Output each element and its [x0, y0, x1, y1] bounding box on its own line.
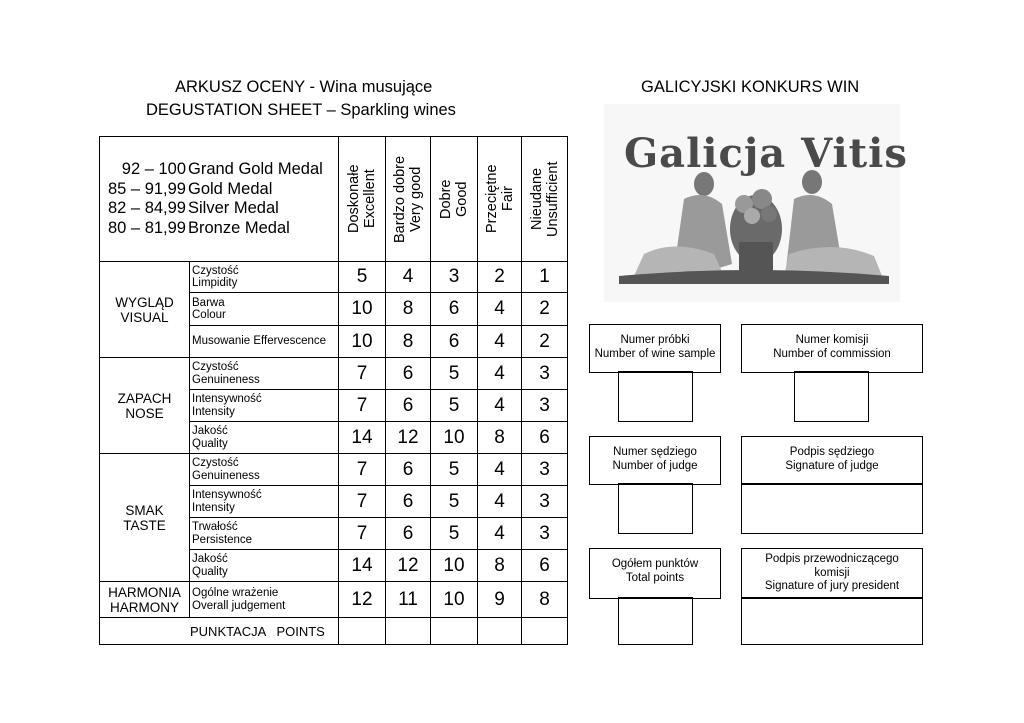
score-cell[interactable]: 3 [522, 454, 568, 486]
score-cell[interactable]: 10 [431, 550, 478, 582]
criterion-label: Czystość Genuineness [190, 454, 339, 486]
score-cell[interactable]: 6 [386, 518, 431, 550]
score-cell[interactable]: 5 [431, 486, 478, 518]
grade-header-unsufficient: Nieudane Unsufficient [522, 137, 568, 262]
score-cell[interactable]: 6 [431, 293, 478, 326]
criterion-label: Intensywność Intensity [190, 390, 339, 422]
grade-header-excellent: Doskonałe Excellent [339, 137, 386, 262]
score-cell[interactable]: 4 [478, 454, 522, 486]
score-cell[interactable]: 7 [339, 358, 386, 390]
score-cell[interactable]: 4 [386, 262, 431, 293]
score-cell[interactable]: 5 [339, 262, 386, 293]
score-cell[interactable]: 8 [386, 293, 431, 326]
criterion-label: Jakość Quality [190, 550, 339, 582]
score-cell[interactable]: 6 [386, 358, 431, 390]
score-cell[interactable]: 6 [522, 550, 568, 582]
criterion-label: Jakość Quality [190, 422, 339, 454]
score-cell[interactable]: 8 [478, 422, 522, 454]
commission-number-field[interactable] [794, 371, 869, 422]
score-cell[interactable]: 12 [339, 582, 386, 618]
president-signature-label-box: Podpis przewodniczącego komisji Signature of jury president [741, 548, 923, 599]
score-cell[interactable]: 7 [339, 486, 386, 518]
points-row [100, 618, 568, 645]
judge-signature-field[interactable] [741, 483, 923, 534]
score-cell[interactable]: 4 [478, 358, 522, 390]
sample-number-label-box: Numer próbki Number of wine sample [589, 324, 721, 373]
points-cell[interactable] [431, 618, 478, 645]
judge-number-field[interactable] [618, 483, 693, 534]
score-cell[interactable]: 5 [431, 518, 478, 550]
score-cell[interactable]: 10 [339, 326, 386, 358]
category-harmony: HARMONIA HARMONY [100, 582, 190, 618]
score-cell[interactable]: 10 [431, 422, 478, 454]
score-cell[interactable]: 12 [386, 550, 431, 582]
score-cell[interactable]: 10 [339, 293, 386, 326]
medal-line: 80 – 81,99 Bronze Medal [108, 218, 290, 237]
commission-number-label-box: Numer komisji Number of commission [741, 324, 923, 373]
grade-header-fair: Przeciętne Fair [478, 137, 522, 262]
criterion-label: Musowanie Effervescence [190, 326, 339, 358]
grade-header-very-good: Bardzo dobre Very good [386, 137, 431, 262]
points-cell[interactable] [386, 618, 431, 645]
score-cell[interactable]: 6 [386, 454, 431, 486]
score-cell[interactable]: 1 [522, 262, 568, 293]
points-row-label: PUNKTACJA POINTS [100, 618, 339, 645]
total-points-field[interactable] [618, 597, 693, 645]
score-cell[interactable]: 8 [386, 326, 431, 358]
score-cell[interactable]: 2 [478, 262, 522, 293]
points-cell[interactable] [478, 618, 522, 645]
grade-header-good: Dobre Good [431, 137, 478, 262]
galicja-vitis-logo [604, 104, 908, 302]
criterion-row [100, 262, 568, 293]
score-cell[interactable]: 3 [431, 262, 478, 293]
criterion-row [100, 358, 568, 390]
points-cell[interactable] [522, 618, 568, 645]
score-cell[interactable]: 5 [431, 454, 478, 486]
score-cell[interactable]: 2 [522, 293, 568, 326]
header-row [100, 137, 568, 262]
president-signature-field[interactable] [741, 597, 923, 645]
criterion-label: Trwałość Persistence [190, 518, 339, 550]
category-taste: SMAK TASTE [100, 454, 190, 582]
category-visual: WYGLĄD VISUAL [100, 262, 190, 358]
score-cell[interactable]: 8 [478, 550, 522, 582]
score-cell[interactable]: 5 [431, 390, 478, 422]
score-cell[interactable]: 3 [522, 358, 568, 390]
score-cell[interactable]: 14 [339, 422, 386, 454]
criterion-label: Barwa Colour [190, 293, 339, 326]
score-cell[interactable]: 6 [386, 486, 431, 518]
logo-wordmark: Galicja Vitis [624, 130, 908, 177]
criterion-row [100, 454, 568, 486]
score-cell[interactable]: 4 [478, 486, 522, 518]
competition-name: GALICYJSKI KONKURS WIN [641, 78, 860, 96]
score-cell[interactable]: 6 [431, 326, 478, 358]
score-cell[interactable]: 10 [431, 582, 478, 618]
score-cell[interactable]: 3 [522, 518, 568, 550]
score-cell[interactable]: 4 [478, 293, 522, 326]
judge-number-label-box: Numer sędziego Number of judge [589, 436, 721, 485]
criterion-row [100, 582, 568, 618]
score-cell[interactable]: 7 [339, 454, 386, 486]
score-cell[interactable]: 7 [339, 518, 386, 550]
score-cell[interactable]: 9 [478, 582, 522, 618]
medal-line: 85 – 91,99 Gold Medal [108, 179, 273, 198]
category-nose: ZAPACH NOSE [100, 358, 190, 454]
criterion-label: Czystość Genuineness [190, 358, 339, 390]
score-table [99, 136, 568, 645]
sample-number-field[interactable] [618, 371, 693, 422]
score-cell[interactable]: 7 [339, 390, 386, 422]
total-points-label-box: Ogółem punktów Total points [589, 548, 721, 599]
score-cell[interactable]: 3 [522, 486, 568, 518]
score-cell[interactable]: 6 [386, 390, 431, 422]
score-cell[interactable]: 12 [386, 422, 431, 454]
medal-line: 92 – 100 Grand Gold Medal [121, 160, 323, 178]
score-cell[interactable]: 14 [339, 550, 386, 582]
criterion-label: Ogólne wrażenie Overall judgement [190, 582, 339, 618]
score-cell[interactable]: 6 [522, 422, 568, 454]
score-cell[interactable]: 5 [431, 358, 478, 390]
score-cell[interactable]: 4 [478, 518, 522, 550]
criterion-label: Intensywność Intensity [190, 486, 339, 518]
sheet-title-polish: ARKUSZ OCENY - Wina musujące [175, 78, 433, 96]
score-cell[interactable]: 4 [478, 326, 522, 358]
sheet-title-english: DEGUSTATION SHEET – Sparkling wines [146, 101, 456, 119]
criterion-label: Czystość Limpidity [190, 262, 339, 293]
judge-signature-label-box: Podpis sędziego Signature of judge [741, 436, 923, 485]
score-cell[interactable]: 2 [522, 326, 568, 358]
score-cell[interactable]: 3 [522, 390, 568, 422]
medal-thresholds [100, 137, 339, 262]
medal-line: 82 – 84,99 Silver Medal [108, 199, 279, 217]
score-cell[interactable]: 4 [478, 390, 522, 422]
score-cell[interactable]: 11 [386, 582, 431, 618]
points-cell[interactable] [339, 618, 386, 645]
score-cell[interactable]: 8 [522, 582, 568, 618]
